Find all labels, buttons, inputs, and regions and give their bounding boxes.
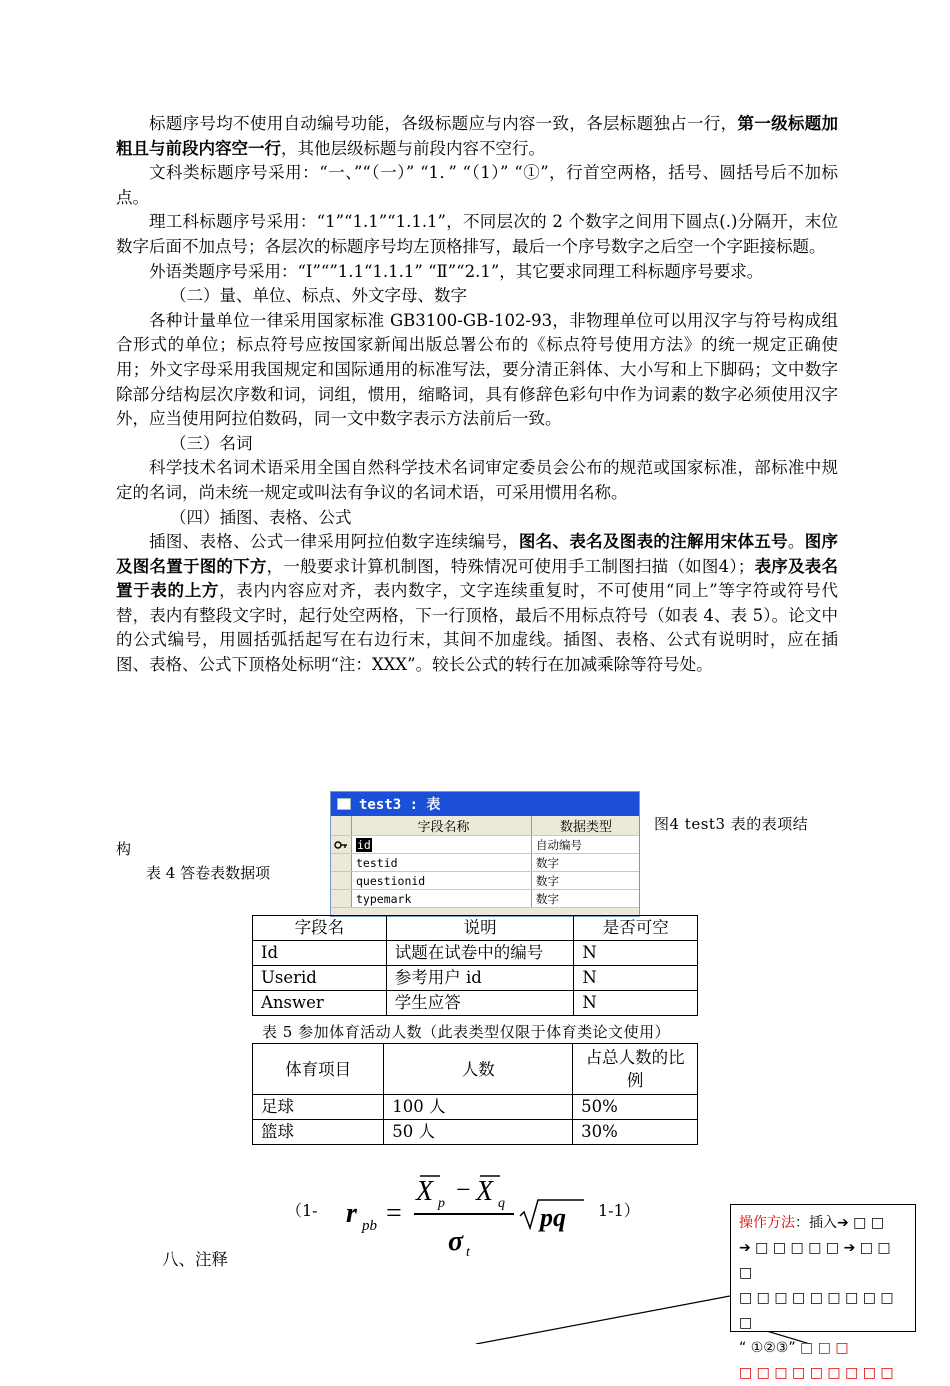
figure-4-caption: 图4 test3 表的表项结 [654,815,809,833]
screenshot-header-field: 字段名称 [352,816,532,835]
table-header-cell: 字段名 [253,916,387,941]
table-cell: 试题在试卷中的编号 [386,941,574,966]
formula-sub-t: t [466,1245,470,1260]
formula-lhs: r [346,1198,357,1229]
table-cell: N [574,941,698,966]
table-header-cell: 体育项目 [253,1044,384,1095]
table-cell: 足球 [253,1095,384,1120]
paragraph-text: ，一般要求计算机制图，特殊情况可使用手工制图扫描（如图4）； [266,556,755,576]
callout-line: □ □ □ □ □ □ □ □ □ □ [739,1290,894,1331]
table-cell: 50 人 [384,1120,573,1145]
callout-line: 操作方法：插入➔ □ □ [739,1215,885,1231]
svg-text:=: = [386,1198,402,1229]
bold-text: 图名、表名及图表的注解用宋体五号 [518,532,788,552]
paragraph-text: 标题序号均不使用自动编号功能，各级标题应与内容一致，各层标题独占一行， [149,114,738,133]
section-heading: （二）量、单位、标点、外文字母、数字 [170,286,467,306]
callout-line: □ □ □ □ □ □ □ □ □ [739,1365,894,1381]
screenshot-field: id [357,837,371,852]
paragraph-text: 各种计量单位一律采用国家标准 GB3100-GB-102-93，非物理单位可以用汉字与符号构成组合形式的单位；标点符号应按国家新闻出版总署公布的《标点符号使用方法》的统一规定正确使用；外文字母采用我国规定和国际通用的标准写法，要分清正斜体、大小写和上下脚码；文中数字除部分结构层次序数和词，词组，惯用，缩略词，具有修辞色彩句中作为词素的数字必须使用汉字外，应当使用阿拉伯数码，同一文中数字表示方法前后一致。 [116,310,838,429]
paragraph-text: 外语类题序号采用：“Ⅰ”“”1.1“1.1.1” “Ⅱ”“2.1”，其它要求同理工科标题序号要求。 [149,261,764,281]
table-cell: 30% [573,1120,698,1145]
svg-text:σ: σ [448,1226,464,1257]
table-cell: 50% [573,1095,698,1120]
table-cell: 篮球 [253,1120,384,1145]
table-cell: 参考用户 id [386,966,574,991]
bold-text: 图序及图名置于图的下方 [116,532,838,576]
callout-line: “ ①②③” □ □ □ [739,1340,849,1356]
screenshot-type: 自动编号 [536,837,582,852]
svg-text:−: − [456,1175,471,1204]
section-heading: （三）名词 [170,433,253,453]
table-cell: Answer [253,991,387,1016]
svg-text:X: X [476,1176,494,1207]
callout-label: 操作方法 [739,1215,795,1231]
callout-line: ➔ □ □ □ □ □ ➔ □ □ □ [739,1240,891,1281]
table-cell: 100 人 [384,1095,573,1120]
screenshot-field: typemark [352,890,532,907]
paragraph-text: 理工科标题序号采用：“1”“1.1”“1.1.1”，不同层次的 2 个数字之间用下圆点(.)分隔开，末位数字后面不加点号；各层次的标题序号均左顶格排写，最后一个序号数字之后空一个字距接标题。 [116,212,838,256]
formula-sub-p: p [438,1196,445,1211]
screenshot-type: 数字 [536,873,559,888]
svg-text:X: X [416,1176,434,1207]
table-header-cell: 是否可空 [574,916,698,941]
table-cell: Id [253,941,387,966]
paragraph-text: ，表内内容应对齐，表内数字，文字连续重复时，不可使用“同上”等字符或符号代替，表内有整段文字时，起行处空两格，下一行顶格，最后不用标点符号（如表 4、表 5）。论文中的公式编号，用圆括弧括起写在右边行末，其间不加虚线。插图、表格、公式有说明时，应在插图、表格、公式下顶格处标明“注：XXX”。较长公式的转行在加减乘除等符号处。 [116,581,839,675]
formula-number-left: （1- [286,1201,318,1220]
table-header-cell: 人数 [384,1044,573,1095]
bold-text: 第一级标题加粗且与前段内容空一行 [116,114,838,158]
table-cell: Userid [253,966,387,991]
screenshot-field: questionid [352,872,532,889]
table-header-cell: 说明 [386,916,574,941]
paragraph-text: 插图、表格、公式一律采用阿拉伯数字连续编号， [149,532,519,552]
paragraph-text: 科学技术名词术语采用全国自然科学技术名词审定委员会公布的规范或国家标准，部标准中规定的名词，尚未统一规定或叫法有争议的名词术语，可采用惯用名称。 [116,458,838,502]
bold-text: 表序及表名置于表的上方 [116,556,839,601]
figure-4-caption-tail: 构 [116,840,132,858]
paragraph-text: 。 [787,532,805,552]
section-heading-notes: 八、注释 [162,1250,228,1269]
formula-sub-q: q [498,1196,505,1211]
formula-number-right: 1-1） [598,1201,640,1220]
formula-sqrt-arg: pq [540,1203,566,1232]
table-cell: 学生应答 [386,991,574,1016]
table-4-caption: 表 4 答卷表数据项 [146,864,271,882]
table-cell: N [574,966,698,991]
formula-lhs-sub: pb [362,1218,377,1234]
table-5-caption: 表 5 参加体育活动人数（此表类型仅限于体育类论文使用） [262,1023,671,1041]
section-heading: （四）插图、表格、公式 [170,507,352,527]
paragraph-text: 文科类标题序号采用：“一、”“（一）” “1．” “（1）” “①”，行首空两格，括号、圆括号后不加标点。 [116,163,838,207]
screenshot-field: testid [352,854,532,871]
screenshot-header-type: 数据类型 [559,820,612,835]
table-header-cell: 占总人数的比例 [573,1044,698,1095]
screenshot-type: 数字 [536,891,559,906]
screenshot-title: test3 : 表 [359,797,441,813]
paragraph-text: ，其他层级标题与前段内容不空行。 [281,138,545,158]
screenshot-type: 数字 [536,855,559,870]
table-cell: N [574,991,698,1016]
comment-callout [730,1204,916,1381]
